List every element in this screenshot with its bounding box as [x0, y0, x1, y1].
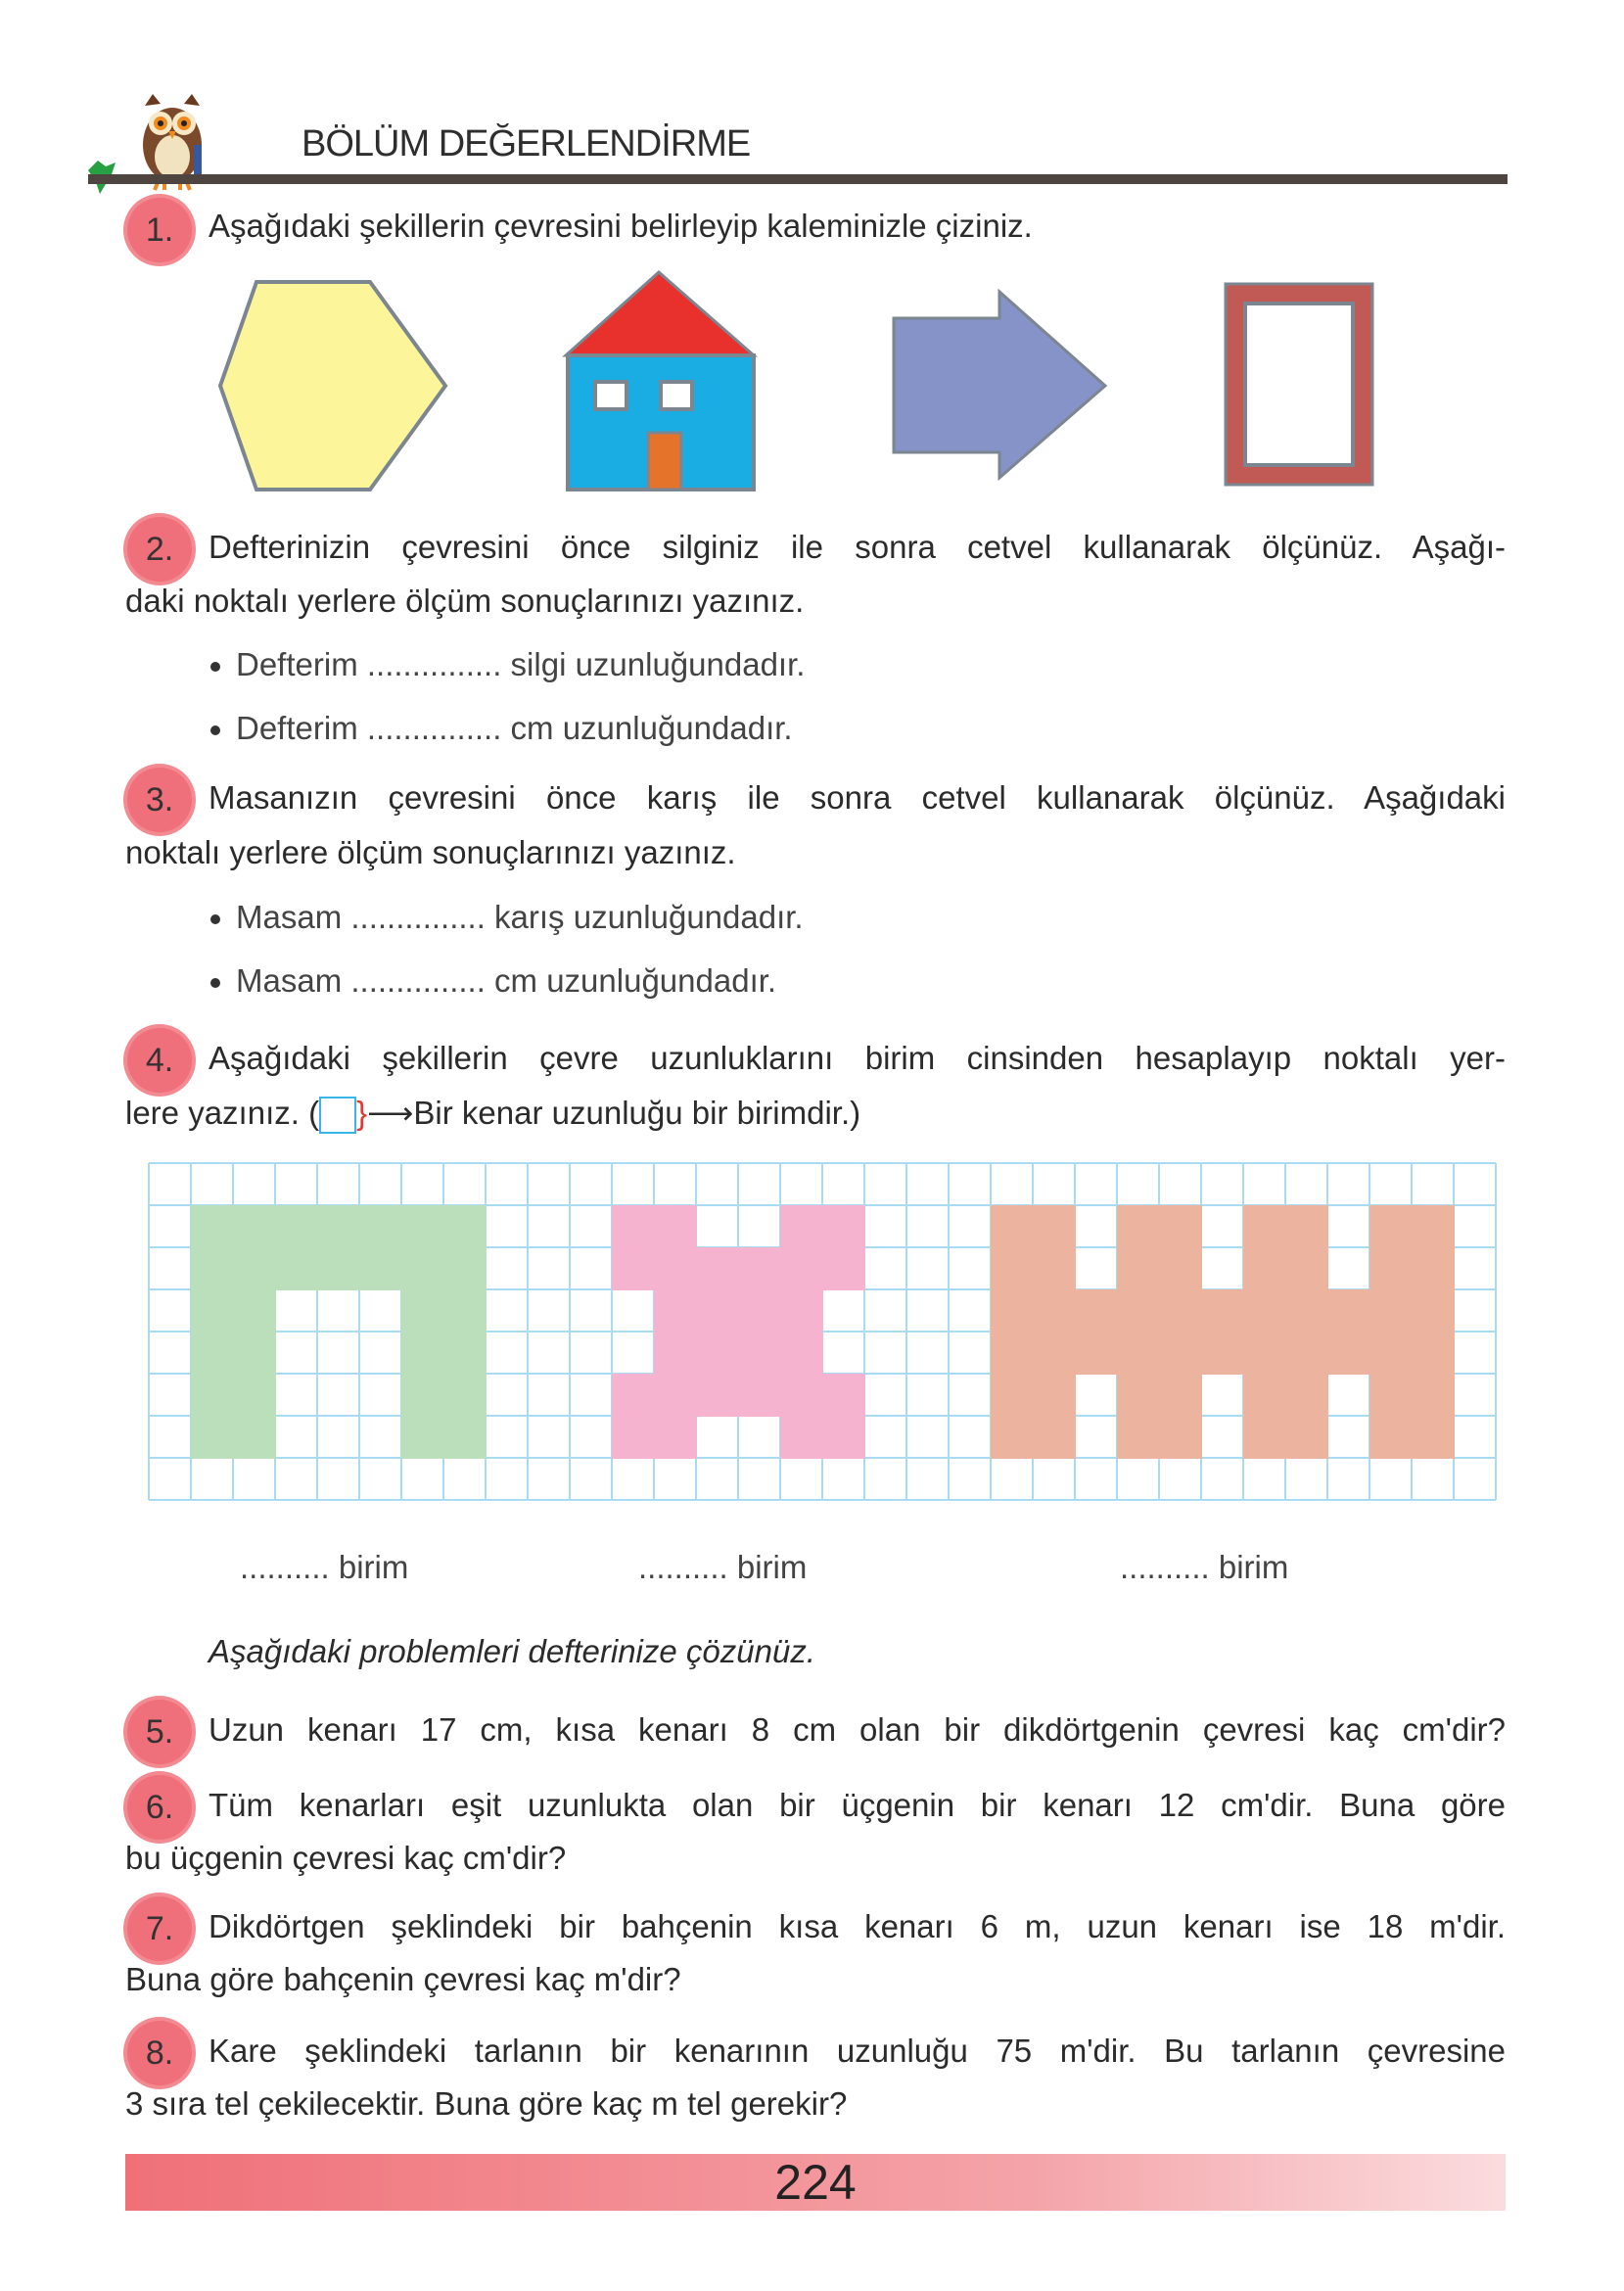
page-footer: [125, 2154, 1506, 2211]
question-number-badge: 3.: [127, 768, 192, 832]
answer-blank[interactable]: .......... birim: [638, 1549, 808, 1585]
salmon-shape-cell: [991, 1289, 1034, 1333]
salmon-shape-cell: [1117, 1374, 1160, 1417]
salmon-shape-cell: [1033, 1289, 1076, 1333]
salmon-shape-cell: [1117, 1205, 1160, 1248]
salmon-shape-cell: [1075, 1332, 1118, 1375]
question-text: Tüm kenarları eşit uzunlukta olan bir üçgenin bir kenarı 12 cm'dir. Buna göre: [209, 1787, 1506, 1823]
brace-icon: }: [356, 1095, 368, 1131]
salmon-shape-cell: [1285, 1205, 1328, 1248]
pink-shape-cell: [738, 1374, 781, 1417]
pink-shape-cell: [780, 1289, 823, 1333]
green-shape-cell: [191, 1289, 234, 1333]
salmon-shape-cell: [1369, 1374, 1413, 1417]
pink-shape-cell: [696, 1374, 739, 1417]
green-shape-cell: [443, 1205, 487, 1248]
salmon-shape-cell: [991, 1247, 1034, 1290]
question-text: bu üçgenin çevresi kaç cm'dir?: [125, 1840, 567, 1876]
salmon-shape-cell: [1117, 1247, 1160, 1290]
salmon-shape-cell: [1159, 1374, 1202, 1417]
green-shape-cell: [317, 1247, 360, 1290]
bullet-icon: [210, 662, 220, 672]
salmon-shape-cell: [1243, 1416, 1286, 1459]
green-shape-cell: [443, 1374, 487, 1417]
question-number-badge: 1.: [127, 198, 192, 262]
salmon-shape-cell: [991, 1332, 1034, 1375]
pink-shape-cell: [612, 1416, 655, 1459]
arrow-icon: ⟶: [367, 1095, 414, 1131]
green-shape-cell: [233, 1374, 276, 1417]
salmon-shape-cell: [1369, 1205, 1413, 1248]
fill-in-item: Masam ............... cm uzunluğundadır.: [210, 962, 776, 1000]
salmon-shape-cell: [1033, 1332, 1076, 1375]
pink-shape-cell: [696, 1247, 739, 1290]
salmon-shape-cell: [1117, 1416, 1160, 1459]
salmon-shape-cell: [1243, 1205, 1286, 1248]
pink-shape-cell: [612, 1247, 655, 1290]
salmon-shape-cell: [1201, 1332, 1244, 1375]
salmon-shape-cell: [1369, 1247, 1413, 1290]
bullet-icon: [210, 914, 220, 924]
green-shape-cell: [191, 1247, 234, 1290]
house-shape: [566, 272, 754, 490]
salmon-shape-cell: [1117, 1289, 1160, 1333]
green-shape-cell: [401, 1289, 444, 1333]
salmon-shape-cell: [1412, 1247, 1455, 1290]
salmon-shape-cell: [1159, 1416, 1202, 1459]
salmon-shape-cell: [1369, 1416, 1413, 1459]
salmon-shape-cell: [1117, 1332, 1160, 1375]
question-text: Dikdörtgen şeklindeki bir bahçenin kısa kenarı 6 m, uzun kenarı ise 18 m'dir.: [209, 1908, 1506, 1944]
green-shape-cell: [275, 1247, 318, 1290]
green-shape-cell: [443, 1332, 487, 1375]
header-divider: [88, 174, 1508, 184]
salmon-shape-cell: [1201, 1289, 1244, 1333]
shapes-row: [215, 264, 1390, 499]
salmon-shape-cell: [1327, 1332, 1370, 1375]
salmon-shape-cell: [1243, 1289, 1286, 1333]
green-shape-cell: [443, 1416, 487, 1459]
green-shape-cell: [359, 1247, 402, 1290]
salmon-shape-cell: [1369, 1289, 1413, 1333]
salmon-shape-cell: [1159, 1205, 1202, 1248]
bullet-icon: [210, 978, 220, 988]
green-shape-cell: [233, 1247, 276, 1290]
fill-in-item: Defterim ............... silgi uzunluğundadır.: [210, 646, 805, 683]
salmon-shape-cell: [1285, 1332, 1328, 1375]
question-text: Buna göre bahçenin çevresi kaç m'dir?: [125, 1961, 681, 1997]
salmon-shape-cell: [991, 1374, 1034, 1417]
pink-shape-cell: [780, 1416, 823, 1459]
question-text: Defterinizin çevresini önce silginiz ile sonra cetvel kullanarak ölçünüz. Aşağı-: [209, 529, 1506, 565]
salmon-shape-cell: [1369, 1332, 1413, 1375]
question-number-badge: 2.: [127, 517, 192, 582]
green-shape-cell: [317, 1205, 360, 1248]
answer-blank[interactable]: .......... birim: [240, 1549, 409, 1585]
salmon-shape-cell: [1033, 1374, 1076, 1417]
arrow-shape: [894, 292, 1105, 478]
pink-shape-cell: [822, 1205, 865, 1248]
question-number-badge: 6.: [127, 1775, 192, 1840]
salmon-shape-cell: [1159, 1332, 1202, 1375]
hexagon-shape: [220, 282, 445, 490]
pink-shape-cell: [780, 1374, 823, 1417]
pink-shape-cell: [696, 1289, 739, 1333]
pink-shape-cell: [738, 1289, 781, 1333]
pink-shape-cell: [654, 1205, 697, 1248]
pink-shape-cell: [780, 1247, 823, 1290]
pink-shape-cell: [822, 1374, 865, 1417]
salmon-shape-cell: [1412, 1289, 1455, 1333]
unit-square-icon: [319, 1097, 356, 1134]
fill-in-item: Masam ............... karış uzunluğundadır.: [210, 899, 804, 936]
question-number-badge: 4.: [127, 1028, 192, 1093]
question-number-badge: 8.: [127, 2021, 192, 2085]
salmon-shape-cell: [1285, 1416, 1328, 1459]
salmon-shape-cell: [1412, 1332, 1455, 1375]
green-shape-cell: [401, 1205, 444, 1248]
pink-shape-cell: [738, 1332, 781, 1375]
fill-in-item: Defterim ............... cm uzunluğundadır.: [210, 710, 793, 747]
green-shape-cell: [233, 1416, 276, 1459]
green-shape-cell: [233, 1332, 276, 1375]
salmon-shape-cell: [1327, 1289, 1370, 1333]
frame-shape: [1226, 284, 1372, 485]
pink-shape-cell: [654, 1416, 697, 1459]
pink-shape-cell: [654, 1289, 697, 1333]
salmon-shape-cell: [1243, 1374, 1286, 1417]
green-shape-cell: [191, 1332, 234, 1375]
salmon-shape-cell: [1412, 1374, 1455, 1417]
salmon-shape-cell: [1285, 1374, 1328, 1417]
green-shape-cell: [233, 1289, 276, 1333]
salmon-shape-cell: [1033, 1247, 1076, 1290]
green-shape-cell: [191, 1374, 234, 1417]
salmon-shape-cell: [1285, 1289, 1328, 1333]
green-shape-cell: [401, 1332, 444, 1375]
green-shape-cell: [401, 1416, 444, 1459]
green-shape-cell: [359, 1205, 402, 1248]
green-shape-cell: [275, 1205, 318, 1248]
section-title: BÖLÜM DEĞERLENDİRME: [302, 123, 751, 164]
salmon-shape-cell: [1412, 1205, 1455, 1248]
pink-shape-cell: [654, 1332, 697, 1375]
question-text: noktalı yerlere ölçüm sonuçlarınızı yazınız.: [125, 834, 736, 870]
instruction-text: Aşağıdaki problemleri defterinize çözünüz.: [209, 1633, 815, 1669]
salmon-shape-cell: [1033, 1416, 1076, 1459]
question-text: Kare şeklindeki tarlanın bir kenarının uzunluğu 75 m'dir. Bu tarlanın çevresine: [209, 2033, 1506, 2069]
salmon-shape-cell: [1243, 1247, 1286, 1290]
pink-shape-cell: [822, 1247, 865, 1290]
question-text-line2: lere yazınız. ( }⟶Bir kenar uzunluğu bir birimdir.): [125, 1094, 1506, 1134]
page-number: 224: [774, 2155, 857, 2210]
salmon-shape-cell: [1159, 1247, 1202, 1290]
salmon-shape-cell: [1412, 1416, 1455, 1459]
salmon-shape-cell: [1159, 1289, 1202, 1333]
green-shape-cell: [443, 1247, 487, 1290]
question-text: Aşağıdaki şekillerin çevre uzunluklarını birim cinsinden hesaplayıp noktalı yer-: [209, 1040, 1506, 1076]
question-number-badge: 7.: [127, 1896, 192, 1961]
green-shape-cell: [401, 1247, 444, 1290]
salmon-shape-cell: [1075, 1289, 1118, 1333]
pink-shape-cell: [654, 1374, 697, 1417]
unit-grid: [148, 1162, 1497, 1501]
green-shape-cell: [191, 1416, 234, 1459]
bullet-icon: [210, 725, 220, 735]
salmon-shape-cell: [991, 1205, 1034, 1248]
pink-shape-cell: [780, 1332, 823, 1375]
pink-shape-cell: [822, 1416, 865, 1459]
salmon-shape-cell: [1243, 1332, 1286, 1375]
question-text: 3 sıra tel çekilecektir. Buna göre kaç m tel gerekir?: [125, 2085, 848, 2122]
answer-blank[interactable]: .......... birim: [1120, 1549, 1289, 1585]
pink-shape-cell: [780, 1205, 823, 1248]
green-shape-cell: [401, 1374, 444, 1417]
question-text: Aşağıdaki şekillerin çevresini belirleyip kaleminizle çiziniz.: [209, 208, 1033, 244]
question-text: Uzun kenarı 17 cm, kısa kenarı 8 cm olan bir dikdörtgenin çevresi kaç cm'dir?: [209, 1711, 1506, 1748]
pink-shape-cell: [612, 1374, 655, 1417]
question-text: daki noktalı yerlere ölçüm sonuçlarınızı yazınız.: [125, 583, 805, 619]
green-shape-cell: [443, 1289, 487, 1333]
pink-shape-cell: [738, 1247, 781, 1290]
pink-shape-cell: [612, 1205, 655, 1248]
pink-shape-cell: [696, 1332, 739, 1375]
pink-shape-cell: [654, 1247, 697, 1290]
salmon-shape-cell: [1033, 1205, 1076, 1248]
salmon-shape-cell: [1285, 1247, 1328, 1290]
green-shape-cell: [191, 1205, 234, 1248]
salmon-shape-cell: [991, 1416, 1034, 1459]
question-number-badge: 5.: [127, 1700, 192, 1764]
green-shape-cell: [233, 1205, 276, 1248]
question-text: Masanızın çevresini önce karış ile sonra cetvel kullanarak ölçünüz. Aşağıdaki: [209, 779, 1506, 816]
